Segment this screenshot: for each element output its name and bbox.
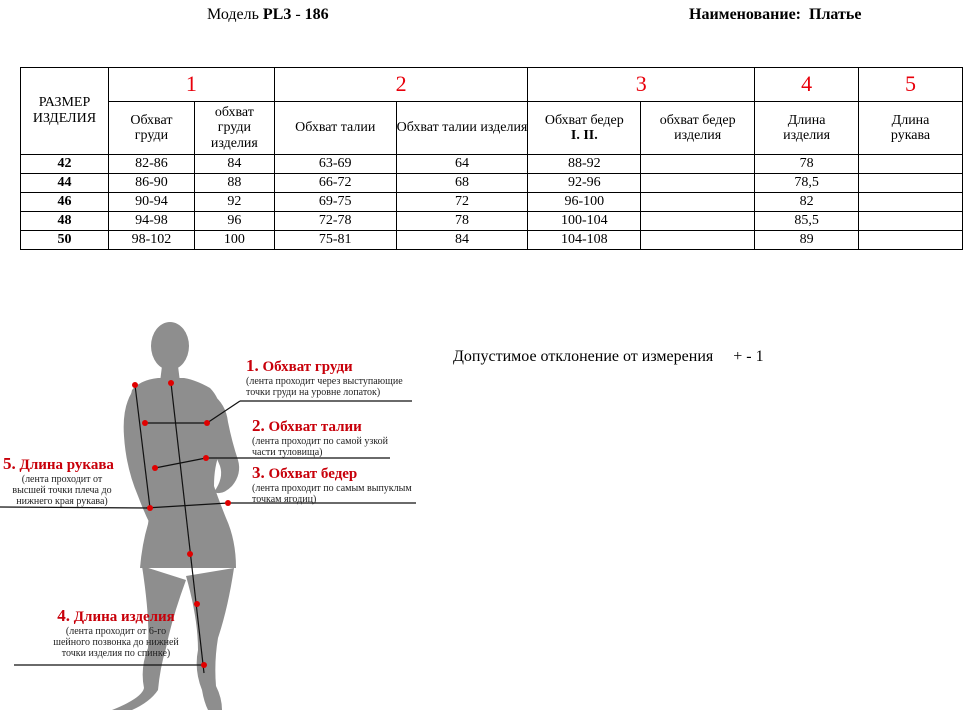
measurement-chest-number: 1. [246,356,259,375]
table-cell: 66-72 [274,174,396,193]
measurement-figure [0,318,440,716]
table-cell [641,212,755,231]
measurement-sleeve-desc-1: (лента проходит от [21,474,103,485]
model-separator: - [291,6,305,23]
measurement-hips-title: Обхват бедер [268,466,358,482]
table-cell: 100-104 [528,212,641,231]
col-header-length-text: Длина изделия [783,112,831,143]
measurement-length-desc-2: шейного позвонка до нижней [53,637,179,648]
tolerance-note [453,348,764,366]
measurement-chest-desc-2: точки груди на уровне лопаток) [246,387,381,398]
table-cell: 75-81 [274,231,396,250]
col-header-hips [528,102,641,155]
measurement-waist-number: 2. [252,416,265,435]
table-cell: 82-86 [108,155,194,174]
measurement-hips [252,463,412,505]
table-cell [641,174,755,193]
table-cell: 100 [194,231,274,250]
table-cell: 63-69 [274,155,396,174]
measurement-chest-desc-1: (лента проходит через выступающие [246,376,403,387]
name-header [689,6,861,24]
col-header-length [755,102,859,155]
model-code: PL3 [262,6,292,23]
model-number: 186 [304,6,329,23]
table-cell: 69-75 [274,193,396,212]
table-cell: 90-94 [108,193,194,212]
size-cell: 48 [21,212,109,231]
col-header-chest-garment [194,102,274,155]
table-cell [859,193,963,212]
tolerance-text: Допустимое отклонение от измерения [453,348,714,365]
group-number-2: 2 [274,68,528,102]
group-number-3: 3 [528,68,755,102]
col-header-chest [108,102,194,155]
measurement-hips-desc-1: (лента проходит по самым выпуклым [252,483,412,494]
table-cell: 78 [755,155,859,174]
table-row [21,193,963,212]
col-header-hips-suffix: I. II. [570,128,598,143]
measurement-length [36,606,196,659]
table-cell: 89 [755,231,859,250]
measurement-sleeve-number: 5. [3,454,16,473]
table-cell [859,231,963,250]
col-header-waist-garment: Обхват талии изделия [396,102,528,155]
table-cell: 78,5 [755,174,859,193]
table-cell: 96-100 [528,193,641,212]
table-cell: 84 [396,231,528,250]
measurement-sleeve-desc-3: нижнего края рукава) [16,496,108,507]
col-header-sleeve-text: Длина рукава [890,112,931,143]
table-cell: 78 [396,212,528,231]
col-header-chest-text: Обхват груди [130,112,173,143]
table-cell: 72-78 [274,212,396,231]
measurement-length-desc-1: (лента проходит от 6-го [65,626,167,637]
table-cell [859,212,963,231]
table-cell: 84 [194,155,274,174]
table-cell: 86-90 [108,174,194,193]
measurement-chest [246,356,403,398]
table-cell [859,174,963,193]
group-number-5: 5 [859,68,963,102]
measurement-waist [252,416,388,458]
table-cell: 92-96 [528,174,641,193]
measurement-length-title: Длина изделия [73,609,175,625]
table-row [21,231,963,250]
table-cell [641,231,755,250]
table-cell: 72 [396,193,528,212]
size-cell: 50 [21,231,109,250]
table-cell [859,155,963,174]
name-label: Наименование: [689,6,801,23]
size-header-cell [21,68,109,155]
measurement-waist-desc-1: (лента проходит по самой узкой [252,436,388,447]
measurement-sleeve [3,454,121,507]
table-cell: 85,5 [755,212,859,231]
table-cell [641,193,755,212]
col-header-hips-garment-text: обхват бедер изделия [659,112,736,143]
measurement-sleeve-desc-2: высшей точки плеча до [12,485,112,496]
measurement-length-desc-3: точки изделия по спинке) [61,648,171,659]
table-row [21,174,963,193]
table-cell: 92 [194,193,274,212]
measurement-length-number: 4. [57,606,70,625]
measurement-sleeve-title: Длина рукава [19,457,114,473]
tolerance-value: + - 1 [733,348,764,365]
size-cell: 44 [21,174,109,193]
table-cell [641,155,755,174]
name-value: Платье [809,6,862,23]
measurement-hips-desc-2: точкам ягодиц) [252,494,317,505]
model-header [207,6,329,24]
table-row [21,155,963,174]
col-header-hips-text: Обхват бедер [544,112,624,128]
table-cell: 94-98 [108,212,194,231]
size-table-body [21,155,963,250]
col-header-chest-garment-text: обхват груди изделия [210,104,258,151]
col-header-hips-garment [641,102,755,155]
table-cell: 88-92 [528,155,641,174]
size-table [20,67,963,250]
table-cell: 88 [194,174,274,193]
col-header-waist: Обхват талии [274,102,396,155]
col-header-sleeve [859,102,963,155]
table-cell: 68 [396,174,528,193]
measurement-chest-title: Обхват груди [262,359,353,375]
group-number-4: 4 [755,68,859,102]
table-cell: 104-108 [528,231,641,250]
table-row [21,212,963,231]
group-number-1: 1 [108,68,274,102]
measurement-waist-desc-2: части туловища) [252,447,323,458]
size-header: РАЗМЕР ИЗДЕЛИЯ [32,95,97,126]
table-cell: 96 [194,212,274,231]
size-cell: 42 [21,155,109,174]
measurement-hips-number: 3. [252,463,265,482]
model-label: Модель [207,6,259,23]
table-cell: 64 [396,155,528,174]
table-cell: 98-102 [108,231,194,250]
table-cell: 82 [755,193,859,212]
measurement-waist-title: Обхват талии [268,419,362,435]
size-cell: 46 [21,193,109,212]
